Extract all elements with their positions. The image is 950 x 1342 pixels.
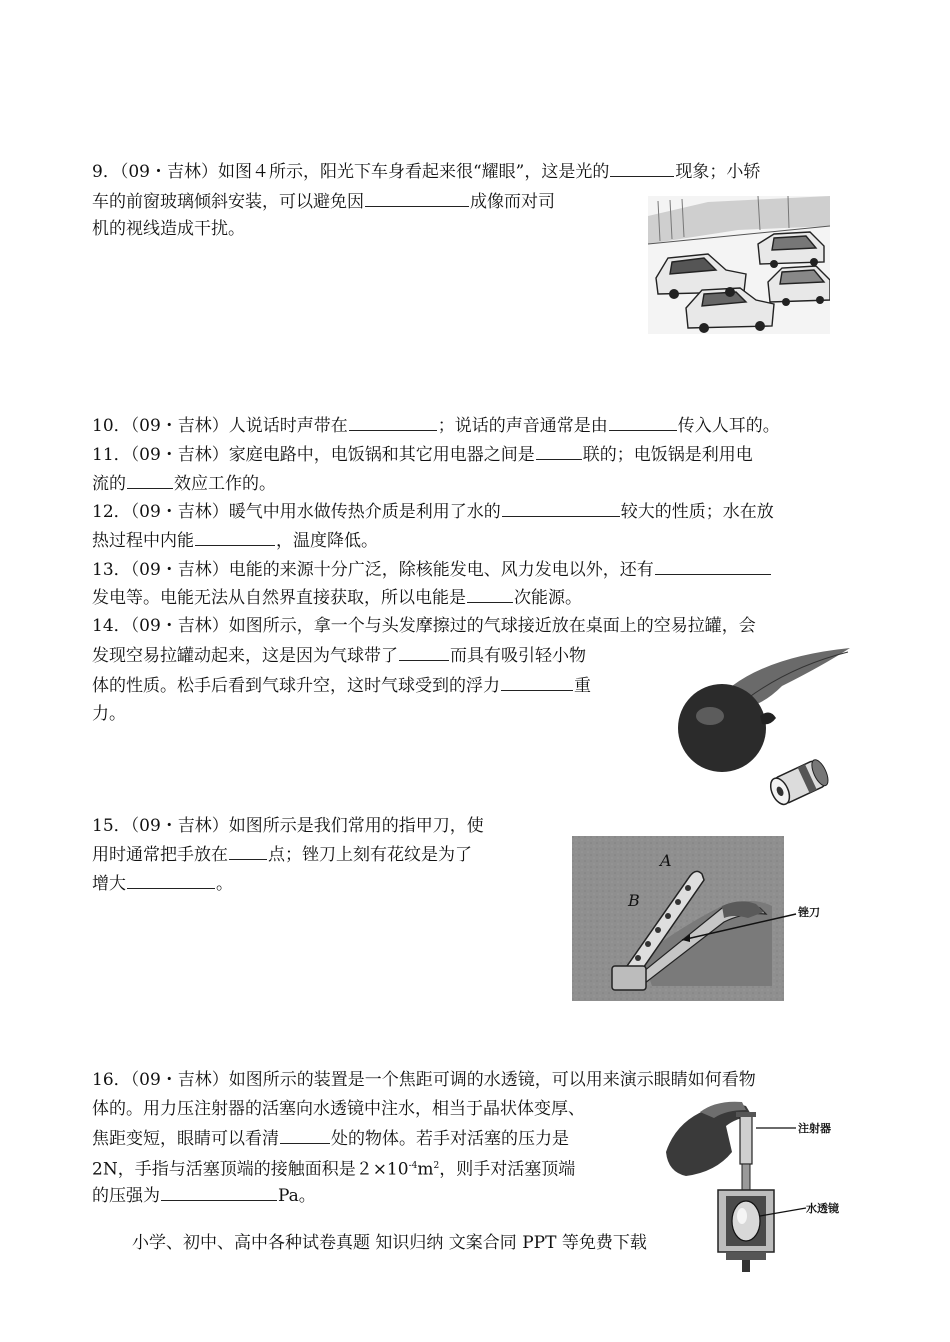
q16-text: 焦距变短，眼睛可以看清: [92, 1129, 279, 1149]
q11-line-1: [92, 443, 753, 466]
answer-blank[interactable]: [127, 472, 173, 489]
label-syringe: 注射器: [798, 1122, 831, 1135]
q15-line-3: [92, 872, 233, 895]
q13-text: 发电等。电能无法从自然界直接获取，所以电能是: [92, 588, 466, 608]
exponent: 2: [433, 1161, 440, 1171]
q16-line-2: 体的。用力压注射器的活塞向水透镜中注水，相当于晶状体变厚、: [92, 1099, 585, 1119]
q15-text: 增大: [92, 874, 126, 894]
q14-line-1: 14．（09・吉林）如图所示，拿一个与头发摩擦过的气球接近放在桌面上的空易拉罐，会: [92, 616, 756, 636]
q10-text: ；说话的声音通常是由: [437, 416, 608, 436]
q14-text: 体的性质。松手后看到气球升空，这时气球受到的浮力: [92, 676, 500, 696]
q16-text: ，则手对活塞顶端: [439, 1159, 576, 1180]
footer-text: 小学、初中、高中各种试卷真题 知识归纳 文案合同 PPT 等免费下载: [132, 1233, 647, 1253]
q13-text: 13．（09・吉林）电能的来源十分广泛，除核能发电、风力发电以外，还有: [92, 560, 654, 580]
q15-line-1: 15．（09・吉林）如图所示是我们常用的指甲刀，使: [92, 816, 484, 836]
answer-blank[interactable]: [349, 414, 437, 431]
q10-text: 10．（09・吉林）人说话时声带在: [92, 416, 348, 436]
q11-text: 联的；电饭锅是利用电: [582, 445, 753, 465]
q10-text: 传入人耳的。: [677, 416, 780, 436]
q14-text: 发现空易拉罐动起来，这是因为气球带了: [92, 646, 398, 666]
q10-line-1: [92, 414, 780, 437]
answer-blank[interactable]: [501, 674, 573, 691]
label-file: 锉刀: [798, 906, 820, 919]
answer-blank[interactable]: [467, 586, 513, 603]
q14-text: 重: [574, 676, 591, 696]
q13-text: 次能源。: [514, 588, 582, 608]
cars-figure: [648, 196, 830, 334]
q12-text: 较大的性质；水在放: [620, 502, 774, 522]
balloon-can-figure: [672, 646, 852, 816]
answer-blank[interactable]: [610, 160, 674, 177]
q9-text: 9．（09・吉林）如图４所示，阳光下车身看起来很“耀眼”，这是光的: [92, 162, 610, 182]
q16-line-4: [92, 1155, 575, 1181]
q12-line-2: [92, 529, 378, 552]
exponent: -4: [408, 1161, 418, 1171]
answer-blank[interactable]: [195, 529, 275, 546]
answer-blank[interactable]: [399, 644, 449, 661]
q9-line-2: [92, 190, 555, 213]
answer-blank[interactable]: [229, 843, 267, 860]
water-lens-figure: [656, 1092, 850, 1272]
q9-text: 车的前窗玻璃倾斜安装，可以避免因: [92, 192, 364, 212]
q11-text: 效应工作的。: [174, 474, 276, 494]
q16-line-1: 16．（09・吉林）如图所示的装置是一个焦距可调的水透镜，可以用来演示眼睛如何看物: [92, 1070, 756, 1090]
label-b: B: [628, 891, 640, 910]
q11-text: 流的: [92, 474, 126, 494]
q9-line-3: 机的视线造成干扰。: [92, 219, 245, 239]
q16-text: 处的物体。若手对活塞的压力是: [331, 1129, 569, 1149]
q9-line-1: [92, 160, 760, 183]
q15-text: 点；锉刀上刻有花纹是为了: [268, 845, 472, 865]
q16-line-3: [92, 1127, 569, 1150]
q12-line-1: [92, 500, 774, 523]
label-a: A: [660, 851, 672, 870]
q15-text: 。: [216, 874, 233, 894]
answer-blank[interactable]: [161, 1184, 277, 1201]
q13-line-1: [92, 558, 772, 581]
answer-blank[interactable]: [609, 414, 677, 431]
q12-text: 热过程中内能: [92, 531, 194, 551]
answer-blank[interactable]: [502, 500, 620, 517]
answer-blank[interactable]: [127, 872, 215, 889]
nail-clipper-figure: [572, 836, 852, 1001]
q11-line-2: [92, 472, 276, 495]
q16-text: Pa。: [278, 1186, 316, 1206]
q16-line-5: [92, 1184, 316, 1207]
q16-text: 的压强为: [92, 1186, 160, 1206]
q15-line-2: [92, 843, 472, 866]
answer-blank[interactable]: [280, 1127, 330, 1144]
answer-blank[interactable]: [536, 443, 582, 460]
q12-text: ，温度降低。: [276, 531, 378, 551]
q12-text: 12．（09・吉林）暖气中用水做传热介质是利用了水的: [92, 502, 501, 522]
q16-text: m: [417, 1159, 434, 1180]
label-water-lens: 水透镜: [806, 1202, 839, 1215]
q14-line-4: 力。: [92, 704, 126, 724]
q9-text: 现象；小轿: [675, 162, 761, 182]
q14-text: 而具有吸引轻小物: [450, 646, 586, 666]
q15-text: 用时通常把手放在: [92, 845, 228, 865]
answer-blank[interactable]: [655, 558, 771, 575]
q16-text: 2N，手指与活塞顶端的接触面积是２×10: [92, 1159, 409, 1180]
answer-blank[interactable]: [365, 190, 469, 207]
q14-line-2: [92, 644, 586, 667]
q11-text: 11．（09・吉林）家庭电路中，电饭锅和其它用电器之间是: [92, 445, 535, 465]
q14-line-3: [92, 674, 591, 697]
q9-text: 成像而对司: [470, 192, 555, 212]
q13-line-2: [92, 586, 582, 609]
